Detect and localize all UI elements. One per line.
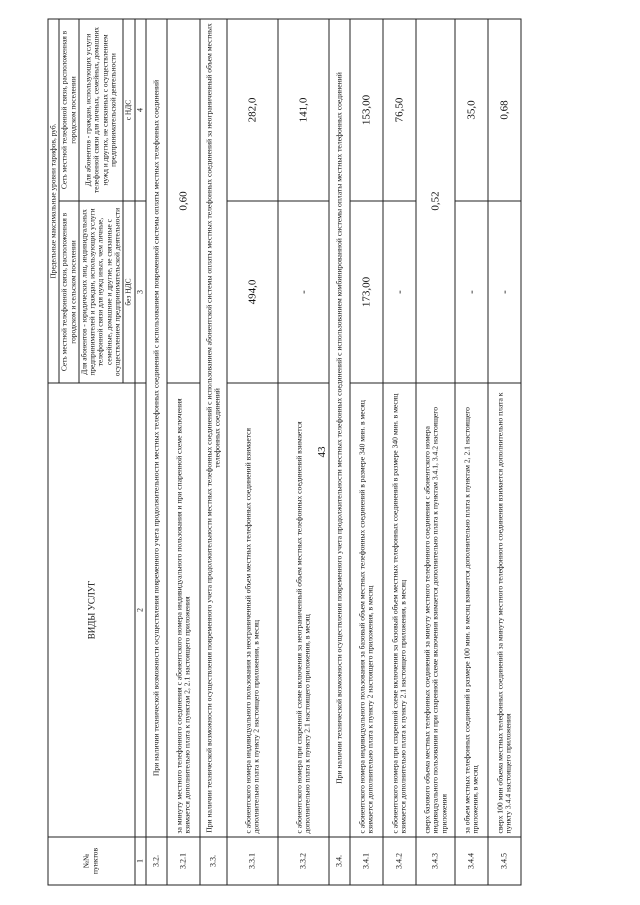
row-num: 3.4.1 [350, 837, 383, 885]
header-vat-b: с НДС [123, 19, 134, 201]
row-text: с абонентского номера индивидуального пользования за неограниченный объем местных телефонных соединений взимается дополнительно плата к пункту 2 настоящего приложения, в месяц [227, 383, 278, 837]
col-num-3: 3 [135, 201, 147, 383]
row-value-no-vat: - [383, 201, 416, 383]
row-value-no-vat: - [455, 201, 488, 383]
section-heading: При наличии технической возможности осуществления повременного учета продолжительности местных телефонных соединений с использованием абонентской системы оплаты местных телефонных соединений за неограниченный объем местных телефонных соединений [200, 19, 227, 837]
row-value-vat: 153,00 [350, 19, 383, 201]
row-value-vat: 0,68 [488, 19, 521, 201]
header-num: №№ пунктов [48, 837, 135, 885]
header-sub-a: Для абонентов - юридических лиц, индивидуальных предпринимателей и граждан, использующих услуги телефонной связи для нужд иных, чем личные, семейные, домашние и другие, не связанные с осуществлением предпринимательской деятельности [79, 201, 123, 383]
row-value-merged: 0,60 [167, 19, 200, 383]
row-text: сверх базового объема местных телефонных соединений за минуту местного телефонного соединения с абонентского номера индивидуального пользования и при спаренной схеме включения взимается дополнительно плата к пунктам 3.4.1, 3.4.2 настоящего приложения [416, 383, 455, 837]
row-text: с абонентского номера при спаренной схеме включения за базовый объем местных телефонных соединений в размере 340 мин. в месяц взимается дополнительно плата к пункту 2.1 настоящего приложения, в месяц [383, 383, 416, 837]
row-value-merged: 0,52 [416, 19, 455, 383]
row-value-no-vat: - [278, 201, 329, 383]
header-service: ВИДЫ УСЛУГ [48, 383, 135, 837]
row-num: 3.2. [146, 837, 167, 885]
col-num-1: 1 [135, 837, 147, 885]
row-text: с абонентского номера при спаренной схеме включения за неограниченный объем местных телефонных соединений взимается дополнительно плата к пункту 2.1 настоящего приложения, в месяц [278, 383, 329, 837]
tariff-table [48, 18, 522, 885]
rotated-page [18, 11, 623, 893]
row-num: 3.3.1 [227, 837, 278, 885]
row-value-vat: 141,0 [278, 19, 329, 201]
row-value-no-vat: 173,00 [350, 201, 383, 383]
header-max-levels: Предельные максимальные уровни тарифов, руб. [48, 19, 59, 383]
header-net-a: Сеть местной телефонной связи, расположенная в городском и сельском поселении [59, 201, 79, 383]
row-value-no-vat: 494,0 [227, 201, 278, 383]
row-num: 3.4. [329, 837, 350, 885]
row-num: 3.3.2 [278, 837, 329, 885]
section-heading: При наличии технической возможности осуществления повременного учета продолжительности местных телефонных соединений с использованием повременной системы оплаты местных телефонных соединений [146, 19, 167, 837]
row-text: за объем местных телефонных соединений в размере 100 мин. в месяц взимается дополнительно плата к пунктам 2, 2.1 настоящего приложения, в месяц [455, 383, 488, 837]
row-num: 3.4.3 [416, 837, 455, 885]
row-value-no-vat: - [488, 201, 521, 383]
row-value-vat: 76,50 [383, 19, 416, 201]
row-num: 3.3. [200, 837, 227, 885]
section-heading: При наличии технической возможности осуществления повременного учета продолжительности местных телефонных соединений с использованием комбинированной системы оплаты местных телефонных соединений [329, 19, 350, 837]
col-num-4: 4 [135, 19, 147, 201]
header-vat-a: без НДС [123, 201, 134, 383]
row-text: с абонентского номера индивидуального пользования за базовый объем местных телефонных соединений в размере 340 мин. в месяц взимается дополнительно плата к пункту 2 настоящего приложения, в месяц [350, 383, 383, 837]
row-value-vat: 35,0 [455, 19, 488, 201]
row-num: 3.4.2 [383, 837, 416, 885]
header-net-b: Сеть местной телефонной связи, расположенная в городском поселении [59, 19, 79, 201]
header-sub-b: Для абонентов - граждан, использующих услуги телефонной связи для личных, семейных, домашних нужд и других, не связанных с осуществлением предпринимательской деятельности [79, 19, 123, 201]
row-value-vat: 282,0 [227, 19, 278, 201]
page-number: 43 [316, 446, 328, 458]
row-num: 3.4.4 [455, 837, 488, 885]
row-text: сверх 100 мин объема местных телефонных соединений за минуту местного телефонного соединения взимается дополнительно плата к пункту 3.4.4 настоящего приложения [488, 383, 521, 837]
col-num-2: 2 [135, 383, 147, 837]
row-text: за минуту местного телефонного соединения с абонентского номера индивидуального пользования и при спаренной схеме включения взимается дополнительно плата к пунктам 2, 2.1 настоящего приложения [167, 383, 200, 837]
row-num: 3.4.5 [488, 837, 521, 885]
row-num: 3.2.1 [167, 837, 200, 885]
